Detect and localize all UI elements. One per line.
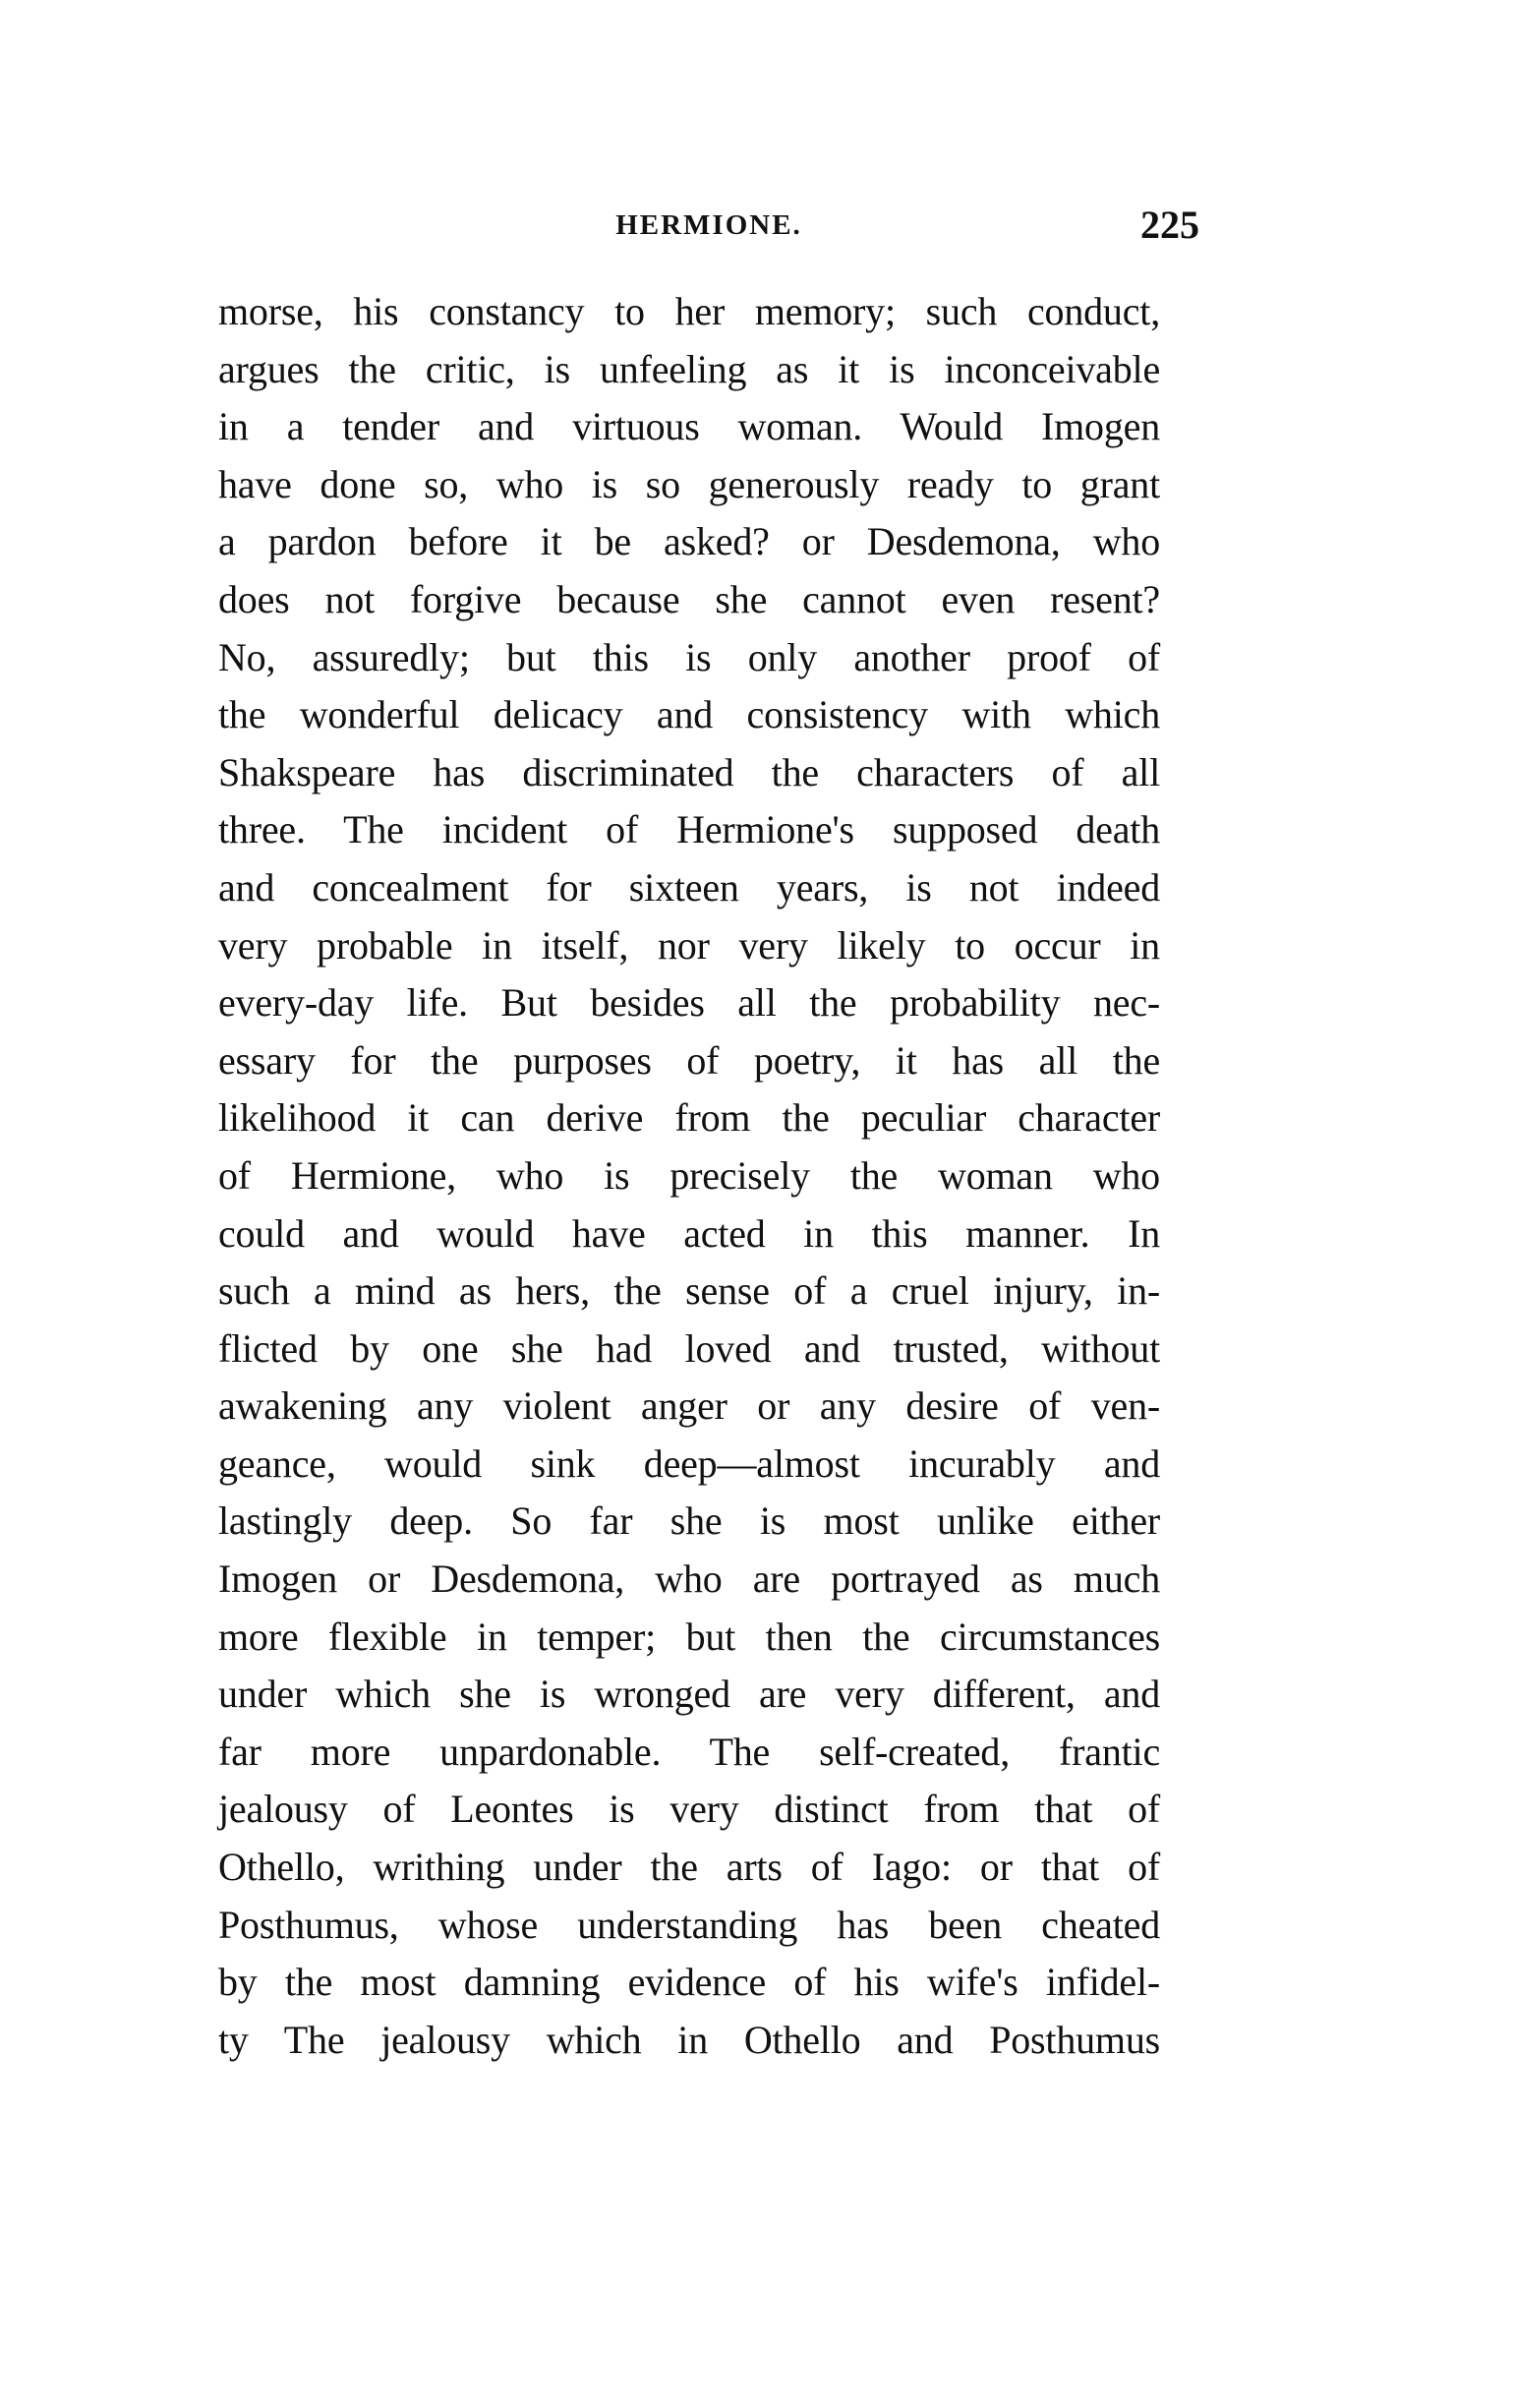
text-line-content: of Hermione, who is precisely the woman who <box>218 1152 1160 1198</box>
text-line <box>218 1147 1160 1205</box>
text-line-content: ty The jealousy which in Othello and Posthumus <box>218 2017 1160 2062</box>
text-line <box>218 629 1160 687</box>
text-line-content: by the most damning evidence of his wife's infidel- <box>218 1960 1160 2005</box>
text-line-content: have done so, who is so generously ready to grant <box>218 461 1160 506</box>
text-line <box>218 398 1160 456</box>
text-line <box>218 1781 1160 1839</box>
text-line-content: geance, would sink deep—almost incurably and <box>218 1440 1160 1486</box>
text-line <box>218 456 1160 514</box>
text-line-content: argues the critic, is unfeeling as it is inconceivable <box>218 346 1160 391</box>
text-line <box>218 1032 1160 1090</box>
text-line <box>218 1724 1160 1782</box>
text-line <box>218 801 1160 859</box>
text-line <box>218 859 1160 917</box>
text-line <box>218 2012 1160 2070</box>
text-line <box>218 1493 1160 1551</box>
text-line-content: essary for the purposes of poetry, it has all the <box>218 1037 1160 1083</box>
text-line <box>218 1839 1160 1897</box>
text-line-content: the wonderful delicacy and consistency with which <box>218 692 1160 737</box>
text-line-content: Imogen or Desdemona, who are portrayed as much <box>218 1556 1160 1602</box>
text-line-content: awakening any violent anger or any desire of ven- <box>218 1383 1160 1429</box>
text-line-content: a pardon before it be asked? or Desdemona, who <box>218 519 1160 564</box>
text-line-content: does not forgive because she cannot even resent? <box>218 576 1160 621</box>
text-line-content: morse, his constancy to her memory; such conduct, <box>218 289 1160 333</box>
running-head-title: HERMIONE. <box>615 209 802 241</box>
running-head <box>218 202 1199 251</box>
text-line <box>218 1089 1160 1147</box>
text-line-content: could and would have acted in this manner. In <box>218 1210 1160 1256</box>
text-line <box>218 974 1160 1032</box>
text-line <box>218 283 1160 341</box>
body-text <box>218 283 1160 2069</box>
text-line <box>218 744 1160 802</box>
text-line <box>218 1666 1160 1724</box>
text-line-content: lastingly deep. So far she is most unlike either <box>218 1498 1160 1544</box>
text-line-content: jealousy of Leontes is very distinct from that of <box>218 1787 1160 1832</box>
text-line <box>218 1205 1160 1263</box>
text-line <box>218 1897 1160 1955</box>
page-number: 225 <box>1140 203 1199 247</box>
text-line-content: such a mind as hers, the sense of a cruel injury, in- <box>218 1268 1160 1314</box>
text-line-content: three. The incident of Hermione's supposed death <box>218 807 1160 852</box>
text-line-content: Posthumus, whose understanding has been cheated <box>218 1902 1160 1947</box>
text-line-content: Shakspeare has discriminated the characters of all <box>218 749 1160 794</box>
text-line-content: likelihood it can derive from the peculiar character <box>218 1095 1160 1141</box>
text-line-content: more flexible in temper; but then the circumstances <box>218 1614 1160 1659</box>
text-line <box>218 917 1160 975</box>
text-line <box>218 1609 1160 1667</box>
text-line <box>218 686 1160 744</box>
text-line <box>218 341 1160 399</box>
text-line <box>218 571 1160 629</box>
text-line <box>218 1551 1160 1609</box>
text-line <box>218 1436 1160 1494</box>
text-line-content: and concealment for sixteen years, is not indeed <box>218 864 1160 910</box>
text-line <box>218 1954 1160 2012</box>
text-line-content: under which she is wronged are very different, and <box>218 1672 1160 1717</box>
text-line-content: No, assuredly; but this is only another proof of <box>218 634 1160 679</box>
text-line-content: Othello, writhing under the arts of Iago: or that of <box>218 1845 1160 1890</box>
text-line-content: in a tender and virtuous woman. Would Imogen <box>218 404 1160 449</box>
text-line <box>218 1263 1160 1321</box>
text-line <box>218 513 1160 571</box>
text-line-content: every-day life. But besides all the probability nec- <box>218 980 1160 1026</box>
text-line <box>218 1321 1160 1379</box>
text-line-content: far more unpardonable. The self-created, frantic <box>218 1729 1160 1774</box>
text-line-content: flicted by one she had loved and trusted, without <box>218 1325 1160 1371</box>
text-line <box>218 1378 1160 1436</box>
text-line-content: very probable in itself, nor very likely to occur in <box>218 922 1160 968</box>
